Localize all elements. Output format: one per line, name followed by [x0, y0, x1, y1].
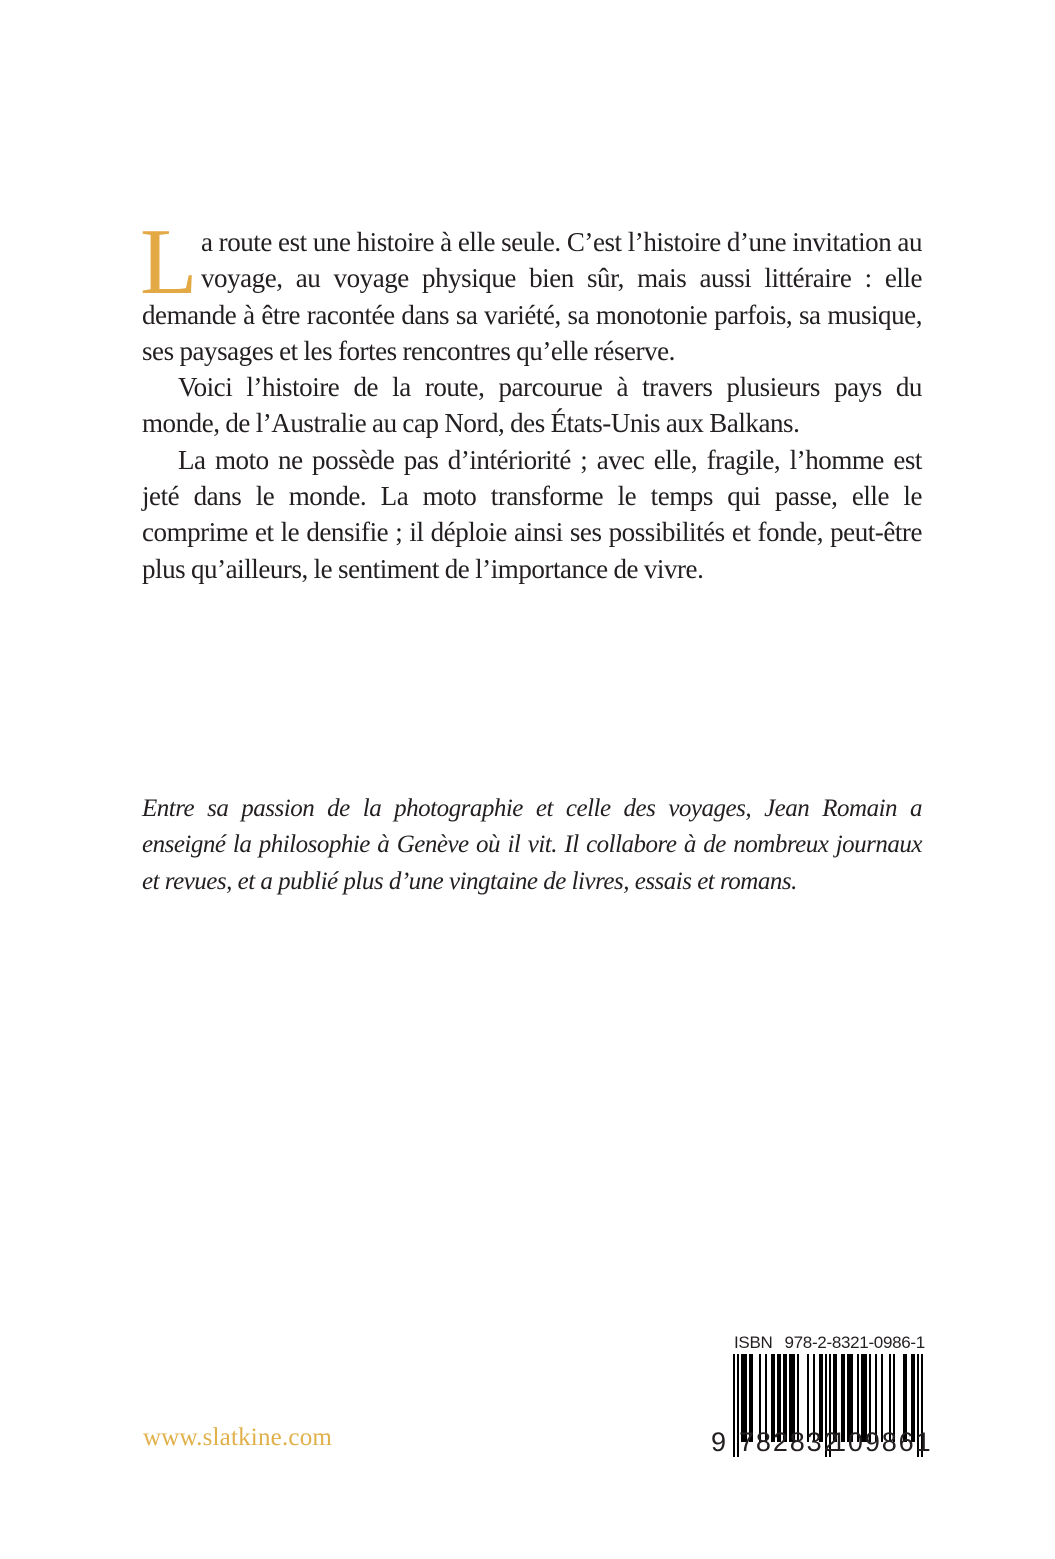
- isbn-barcode: [708, 1330, 933, 1460]
- ean-left-digits: 782832: [739, 1427, 841, 1457]
- ean-right-digits: 109861: [831, 1427, 933, 1457]
- author-bio: Entre sa passion de la photographie et celle des voyages, Jean Romain a enseigné la philosophie à Genève où il vit. Il collabore à de nombreux journaux et revues, et a publié plus d’une vingtaine de livres, essais et romans.: [142, 795, 922, 895]
- back-cover-blurb: [140, 210, 922, 587]
- blurb-paragraph-1: La route est une histoire à elle seule. C’est l’histoire d’une invitation au voyage, au voyage physique bien sûr, mais aussi littéraire : elle demande à être racontée dans sa variété, sa monotonie parfois, sa musique, ses paysages et les fortes rencontres qu’elle réserve.: [140, 210, 922, 366]
- barcode-guard-bar: [733, 1354, 735, 1457]
- blurb-paragraph-2: Voici l’histoire de la route, parcourue à travers plusieurs pays du monde, de l’Australie au cap Nord, des États-Unis aux Balkans.: [142, 372, 922, 439]
- isbn-label: ISBN 978-2-8321-0986-1: [734, 1333, 925, 1352]
- ean-first-digit: 9: [711, 1427, 728, 1457]
- blurb-paragraph-3: La moto ne possède pas d’intériorité ; avec elle, fragile, l’homme est jeté dans le monde. La moto transforme le temps qui passe, elle le comprime et le densifie ; il déploie ainsi ses possibilités et fonde, peut-être plus qu’ailleurs, le sentiment de l’importance de vivre.: [142, 444, 922, 584]
- publisher-url[interactable]: www.slatkine.com: [143, 1424, 333, 1451]
- drop-cap: L: [140, 210, 197, 314]
- isbn-number: 978-2-8321-0986-1: [784, 1333, 925, 1352]
